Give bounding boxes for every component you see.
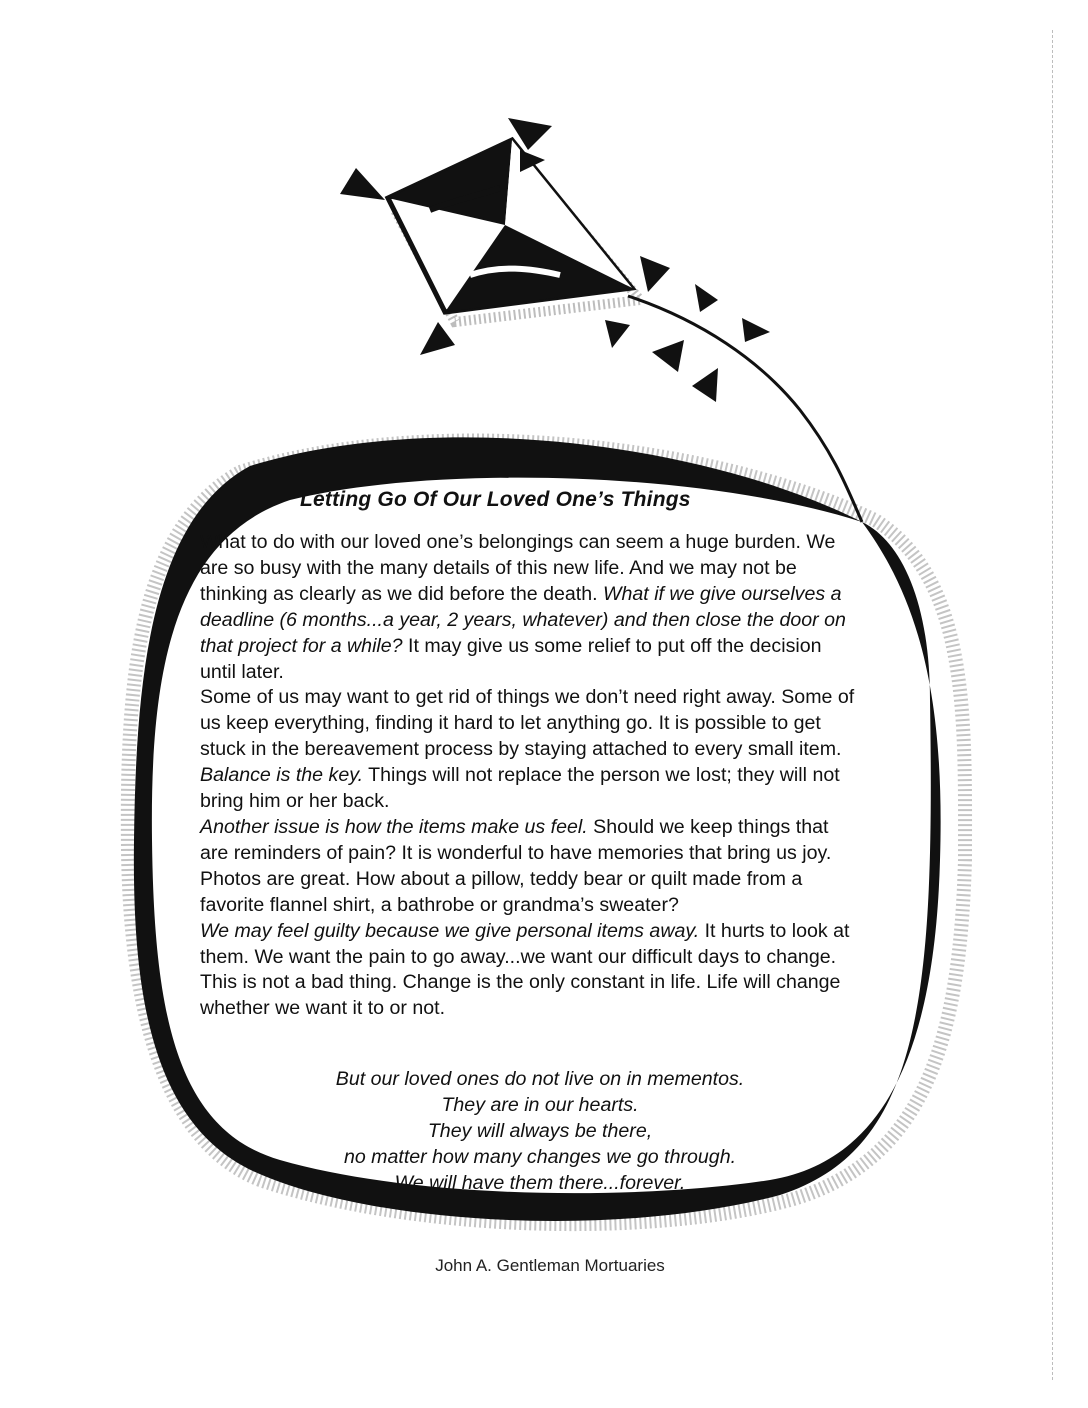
- paragraph-1: [200, 530, 860, 685]
- paragraph-4-emphasis: We may feel guilty because we give personal items away.: [200, 919, 700, 942]
- verse-line: no matter how many changes we go through.: [343, 1146, 737, 1168]
- paragraph-2-text-a: Some of us may want to get rid of things we don’t need right away. Some of us keep everything, finding it hard to let anything go. It is possible to get stuck in the bereavement process by staying attached to every small item.: [200, 686, 855, 761]
- tail-bow-4: [605, 320, 630, 348]
- article-body: [200, 530, 860, 1022]
- footer-credit: John A. Gentleman Mortuaries: [435, 1256, 665, 1275]
- paragraph-1-emphasis: What if we give ourselves a deadline (6 months...a year, 2 years, whatever) and then close the door on that project for a while?: [200, 582, 846, 657]
- paragraph-3: [200, 815, 860, 919]
- paragraph-2-text-c: Things will not replace the person we lost; they will not bring him or her back.: [200, 764, 840, 813]
- paragraph-1-text-a: What to do with our loved one’s belongings can seem a huge burden. We are so busy with the many details of this new life. And we may not be thinking as clearly as we did before the death.: [200, 531, 836, 605]
- paragraph-4: [200, 919, 860, 1023]
- paragraph-4-text-b: It hurts to look at them. We want the pain to go away...we want our difficult days to change. This is not a bad thing. Change is the only constant in life. Life will change whether we want it to or not.: [200, 919, 850, 1020]
- kite-flag-bottom: [420, 322, 455, 355]
- verse-line: But our loved ones do not live on in mementos.: [335, 1068, 745, 1090]
- paragraph-3-text-b: Should we keep things that are reminders of pain? It is wonderful to have memories that bring us joy. Photos are great. How about a pillow, teddy bear or quilt made from a favorite flannel shirt, a bathrobe or grandma’s sweater?: [200, 815, 832, 916]
- closing-verse: [220, 1066, 860, 1196]
- tail-bow-3: [742, 318, 770, 342]
- tail-bow-1: [640, 256, 670, 292]
- page-title: Letting Go Of Our Loved One’s Things: [300, 488, 691, 511]
- scan-edge-line: [1052, 30, 1053, 1380]
- paragraph-2: [200, 685, 860, 815]
- verse-line: We will have them there...forever.: [394, 1172, 686, 1194]
- tail-bow-2: [695, 284, 718, 312]
- paragraph-3-emphasis: Another issue is how the items make us feel.: [200, 815, 588, 838]
- kite-flag-left: [340, 168, 385, 200]
- tail-bow-5: [652, 340, 684, 372]
- tail-bow-6: [692, 368, 718, 402]
- paragraph-2-emphasis: Balance is the key.: [200, 764, 364, 787]
- verse-line: They will always be there,: [427, 1120, 653, 1142]
- verse-line: They are in our hearts.: [441, 1094, 639, 1116]
- paragraph-1-text-c: It may give us some relief to put off the decision until later.: [200, 634, 822, 683]
